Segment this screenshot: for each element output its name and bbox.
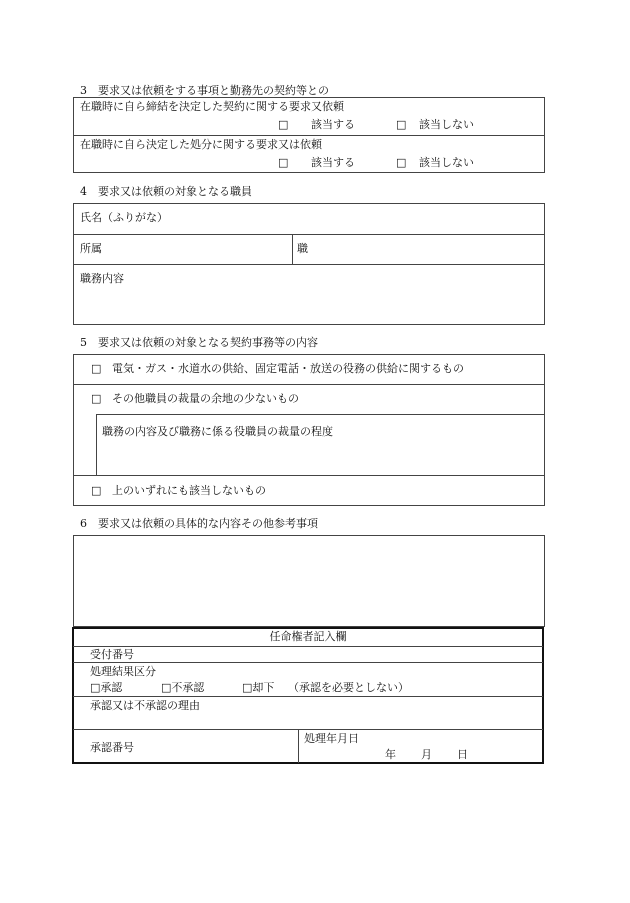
disapprove-checkbox[interactable]: □不承認 <box>161 681 205 694</box>
reason-label: 承認又は不承認の理由 <box>90 699 200 712</box>
divider <box>73 646 543 647</box>
divider <box>298 729 299 763</box>
section-3-heading: 3 要求又は依頼をする事項と勤務先の契約等との <box>80 84 329 97</box>
disposition-request-label: 在職時に自ら決定した処分に関する要求又は依頼 <box>80 138 322 151</box>
contract-no-checkbox[interactable]: □ <box>396 118 407 131</box>
low-discretion-label: その他職員の裁量の余地の少ないもの <box>112 392 299 405</box>
section-4-heading: 4 要求又は依頼の対象となる職員 <box>80 185 252 198</box>
position-field-label: 職 <box>297 242 308 255</box>
year-label: 年 <box>385 748 396 761</box>
none-applicable-checkbox[interactable]: □ <box>91 484 102 497</box>
disposition-yes-label: 該当する <box>311 156 355 169</box>
approval-number-label: 承認番号 <box>90 741 134 754</box>
contract-no-label: 該当しない <box>419 118 474 131</box>
month-label: 月 <box>421 748 432 761</box>
day-label: 日 <box>457 748 468 761</box>
approve-checkbox[interactable]: □承認 <box>90 681 123 694</box>
reject-note: （承認を必要としない） <box>288 681 409 694</box>
processing-date-label: 処理年月日 <box>304 732 359 745</box>
discretion-detail-label: 職務の内容及び職務に係る役職員の裁量の程度 <box>102 425 333 438</box>
contract-yes-label: 該当する <box>311 118 355 131</box>
divider <box>96 414 97 475</box>
reject-checkbox[interactable]: □却下 <box>242 681 275 694</box>
contract-yes-checkbox[interactable]: □ <box>278 118 289 131</box>
divider <box>96 414 545 415</box>
divider <box>73 264 545 265</box>
disposition-yes-checkbox[interactable]: □ <box>278 156 289 169</box>
utility-supply-label: 電気・ガス・水道水の供給、固定電話・放送の役務の供給に関するもの <box>112 362 464 375</box>
official-use-title: 任命権者記入欄 <box>269 630 347 643</box>
receipt-number-label: 受付番号 <box>90 648 134 661</box>
details-textarea[interactable] <box>73 535 545 627</box>
divider <box>73 234 545 235</box>
divider <box>73 384 545 385</box>
disposition-no-checkbox[interactable]: □ <box>396 156 407 169</box>
disposition-no-label: 該当しない <box>419 156 474 169</box>
low-discretion-checkbox[interactable]: □ <box>91 392 102 405</box>
result-category-label: 処理結果区分 <box>90 665 156 678</box>
divider <box>292 234 293 264</box>
affiliation-field-label: 所属 <box>80 242 102 255</box>
divider <box>73 696 543 697</box>
none-applicable-label: 上のいずれにも該当しないもの <box>112 484 266 497</box>
divider <box>96 475 545 476</box>
divider <box>73 475 97 476</box>
name-field-label: 氏名（ふりがな） <box>80 211 168 224</box>
section-6-heading: 6 要求又は依頼の具体的な内容その他参考事項 <box>80 517 318 530</box>
divider <box>73 135 545 136</box>
section-5-heading: 5 要求又は依頼の対象となる契約事務等の内容 <box>80 336 318 349</box>
divider <box>73 662 543 663</box>
divider <box>73 729 543 730</box>
duties-field-label: 職務内容 <box>80 272 124 285</box>
contract-request-label: 在職時に自ら締結を決定した契約に関する要求又依頼 <box>80 100 344 113</box>
utility-supply-checkbox[interactable]: □ <box>91 362 102 375</box>
